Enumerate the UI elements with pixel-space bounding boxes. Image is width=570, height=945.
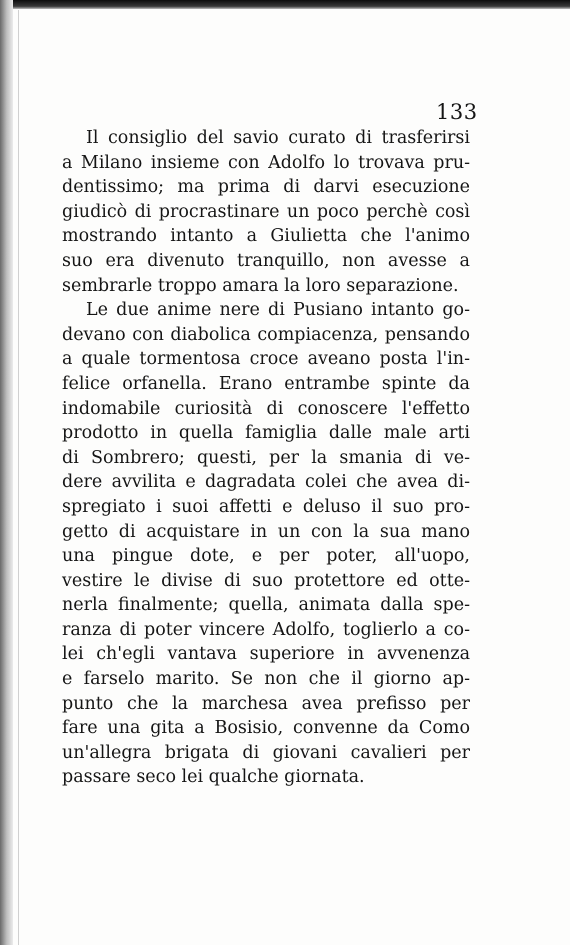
scan-binding-edge [0, 0, 13, 945]
text-line: getto di acquistare in un con la sua mano [62, 521, 470, 542]
text-line: una pingue dote, e per poter, all'uopo, [62, 546, 470, 567]
text-line: dere avvilita e dagradata colei che avea di- [62, 472, 470, 493]
text-line: fare una gita a Bosisio, convenne da Como [62, 718, 470, 739]
page-number: 133 [436, 100, 478, 124]
text-line: devano con diabolica compiacenza, pensando [62, 324, 470, 345]
text-line: suo era divenuto tranquillo, non avesse a [62, 250, 470, 271]
text-line: felice orfanella. Erano entrambe spinte da [62, 373, 470, 394]
text-line: ranza di poter vincere Adolfo, toglierlo a co- [62, 619, 470, 640]
text-line: lei ch'egli vantava superiore in avvenenza [62, 644, 470, 665]
paragraph-1 [62, 126, 470, 298]
text-line: vestire le divise di suo protettore ed otte- [62, 570, 470, 591]
scan-gutter-line [18, 10, 19, 945]
text-line: punto che la marchesa avea prefisso per [62, 693, 470, 714]
text-line: prodotto in quella famiglia dalle male arti [62, 423, 470, 444]
text-line: mostrando intanto a Giulietta che l'animo [62, 226, 470, 247]
text-line: Il consiglio del savio curato di trasferirsi [86, 128, 470, 148]
paragraph-2 [62, 298, 470, 790]
text-line: nerla finalmente; quella, animata dalla spe- [62, 595, 470, 616]
text-line: indomabile curiosità di conoscere l'effetto [62, 398, 470, 419]
text-line: un'allegra brigata di giovani cavalieri per [62, 742, 470, 763]
scan-top-edge [0, 0, 570, 9]
text-line: a Milano insieme con Adolfo lo trovava pru- [62, 152, 470, 173]
body-text [62, 126, 470, 790]
text-line: spregiato i suoi affetti e deluso il suo pro- [62, 496, 470, 517]
text-line: dentissimo; ma prima di darvi esecuzione [62, 177, 470, 198]
text-line: giudicò di procrastinare un poco perchè così [62, 201, 470, 222]
text-line: sembrarle troppo amara la loro separazione. [62, 275, 459, 296]
text-line: e farselo marito. Se non che il giorno ap- [62, 669, 470, 690]
text-line: Le due anime nere di Pusiano intanto go- [86, 300, 470, 321]
text-line: di Sombrero; questi, per la smania di ve- [62, 447, 470, 468]
text-line: passare seco lei qualche giornata. [62, 767, 365, 788]
text-line: a quale tormentosa croce aveano posta l'in- [62, 349, 470, 370]
